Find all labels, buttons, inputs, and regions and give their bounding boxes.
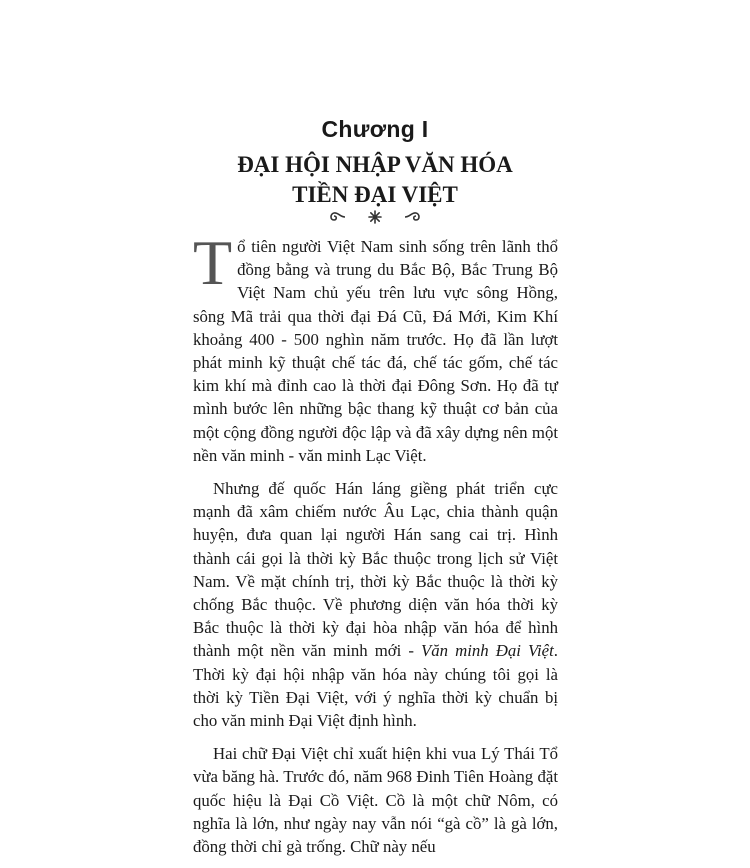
left-curl-icon [326, 211, 346, 223]
flower-icon [368, 210, 382, 224]
paragraph-2-emphasis: Văn minh Đại Việt [421, 641, 554, 661]
paragraph-2-text-end: . Thời kỳ đại hội nhập văn hóa này chúng tôi gọi là thời kỳ Tiền Đại Việt, với ý nghĩa thời kỳ chuẩn bị cho văn minh Đại Việt định hình. [193, 641, 558, 731]
body-text [193, 227, 558, 868]
chapter-ornament [0, 210, 750, 224]
paragraph-2-text-start: Nhưng đế quốc Hán láng giềng phát triển cực mạnh đã xâm chiếm nước Âu Lạc, chia thành quận huyện, đưa quan lại người Hán sang cai trị. Hình thành cái gọi là thời kỳ Bắc thuộc trong lịch sử Việt Nam. Về mặt chính trị, thời kỳ Bắc thuộc là thời kỳ chống Bắc thuộc. Về phương diện văn hóa thời kỳ Bắc thuộc là thời kỳ đại hòa nhập văn hóa để hình thành một nền văn minh mới - [193, 479, 558, 661]
paragraph-3 [193, 742, 558, 858]
paragraph-1 [193, 227, 558, 467]
paragraph-2 [193, 477, 558, 732]
chapter-title-line-1: ĐẠI HỘI NHẬP VĂN HÓA [237, 152, 513, 177]
paragraph-3-text: Hai chữ Đại Việt chỉ xuất hiện khi vua Lý Thái Tổ vừa băng hà. Trước đó, năm 968 Đinh Tiên Hoàng đặt quốc hiệu là Đại Cồ Việt. Cồ là một chữ Nôm, có nghĩa là lớn, như ngày nay vẫn nói “gà cồ” là gà lớn, đồng thời chỉ gà trống. Chữ này nếu [193, 744, 558, 857]
paragraph-1-text: ổ tiên người Việt Nam sinh sống trên lãnh thổ đồng bằng và trung du Bắc Bộ, Bắc Trung Bộ Việt Nam chủ yếu trên lưu vực sông Hồng, sông Mã trải qua thời đại Đá Cũ, Đá Mới, Kim Khí khoảng 400 - 500 nghìn năm trước. Họ đã lần lượt phát minh kỹ thuật chế tác đá, chế tác gốm, chế tác kim khí mà đỉnh cao là thời đại Đông Sơn. Họ đã tự mình bước lên những bậc thang kỹ thuật cơ bản của một cộng đồng người độc lập và đã xây dựng nên một nền văn minh - văn minh Lạc Việt. [193, 237, 558, 465]
chapter-label: Chương I [321, 116, 429, 142]
drop-cap: T [193, 227, 233, 298]
chapter-title [0, 150, 750, 210]
chapter-title-line-2: TIỀN ĐẠI VIỆT [292, 182, 458, 207]
right-curl-icon [404, 211, 424, 223]
